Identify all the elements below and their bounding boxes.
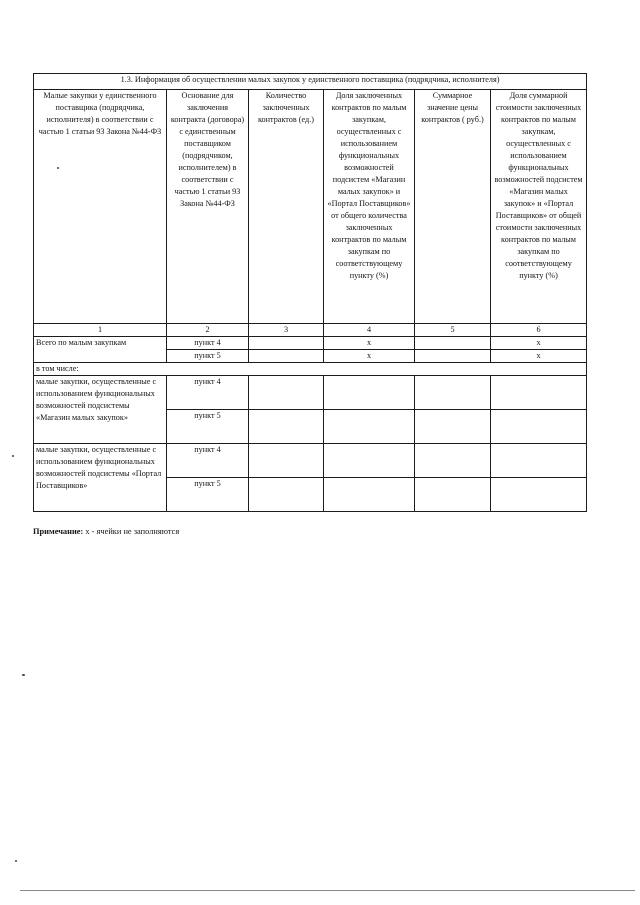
cell-empty [249,444,324,478]
scan-speck [57,167,59,169]
total-point-5: пункт 5 [167,350,249,363]
header-col-5: Суммарное значение цены контрактов ( руб.) [415,90,491,324]
header-col-6: Доля суммарной стоимости заключенных контрактов по малым закупкам, осуществленных с использованием функциональных возможностей подсистем «Магазин малых закупок» и «Портал Поставщиков» от общей стоимости заключенных контрактов по малым закупкам по соответствующему пункту (%) [491,90,587,324]
group1-point-4: пункт 4 [167,376,249,410]
col-number-1: 1 [34,324,167,337]
small-purchases-table [33,73,587,512]
cell-empty [324,444,415,478]
group2-label: малые закупки, осуществленные с использованием функциональных возможностей подсистемы «Портал Поставщиков» [34,444,167,512]
cell-empty [491,410,587,444]
header-col-3: Количество заключенных контрактов (ед.) [249,90,324,324]
footnote-label: Примечание: [33,527,84,536]
cell-empty [324,376,415,410]
cell-empty [491,478,587,512]
cell-empty [249,478,324,512]
cell-empty [491,376,587,410]
col-number-2: 2 [167,324,249,337]
header-col-4: Доля заключенных контрактов по малым закупкам, осуществленных с использованием функциональных возможностей подсистем «Магазин малых закупок» и «Портал Поставщиков» от общего количества заключенных контрактов по малым закупкам по соответствующему пункту (%) [324,90,415,324]
scan-speck [15,860,17,862]
total-label: Всего по малым закупкам [34,337,167,363]
col-number-3: 3 [249,324,324,337]
col-number-6: 6 [491,324,587,337]
x-mark: х [324,350,415,363]
header-col-2: Основание для заключения контракта (договора) с единственным поставщиком (подрядчиком, исполнителем) в соответствии с частью 1 статьи 93 Закона №44-ФЗ [167,90,249,324]
group2-point-5: пункт 5 [167,478,249,512]
cell-empty [415,444,491,478]
cell-empty [491,444,587,478]
x-mark: х [491,350,587,363]
footnote-text: х - ячейки не заполняются [83,527,180,536]
scan-speck [12,455,14,457]
cell-empty [324,410,415,444]
cell-empty [249,410,324,444]
cell-empty [415,350,491,363]
group1-point-5: пункт 5 [167,410,249,444]
scan-edge-line [20,890,635,891]
table-title: 1.3. Информация об осуществлении малых закупок у единственного поставщика (подрядчика, исполнителя) [34,74,587,90]
col-number-4: 4 [324,324,415,337]
cell-empty [415,410,491,444]
cell-empty [415,376,491,410]
col-number-5: 5 [415,324,491,337]
footnote [33,527,179,536]
including-label: в том числе: [34,363,587,376]
cell-empty [324,478,415,512]
cell-empty [249,376,324,410]
group1-label: малые закупки, осуществленные с использованием функциональных возможностей подсистемы «Магазин малых закупок» [34,376,167,444]
cell-empty [415,478,491,512]
group2-point-4: пункт 4 [167,444,249,478]
x-mark: х [491,337,587,350]
cell-empty [249,337,324,350]
x-mark: х [324,337,415,350]
header-col-1: Малые закупки у единственного поставщика (подрядчика, исполнителя) в соответствии с частью 1 статьи 93 Закона №44-ФЗ [34,90,167,324]
scan-speck [22,674,25,676]
cell-empty [249,350,324,363]
cell-empty [415,337,491,350]
total-point-4: пункт 4 [167,337,249,350]
